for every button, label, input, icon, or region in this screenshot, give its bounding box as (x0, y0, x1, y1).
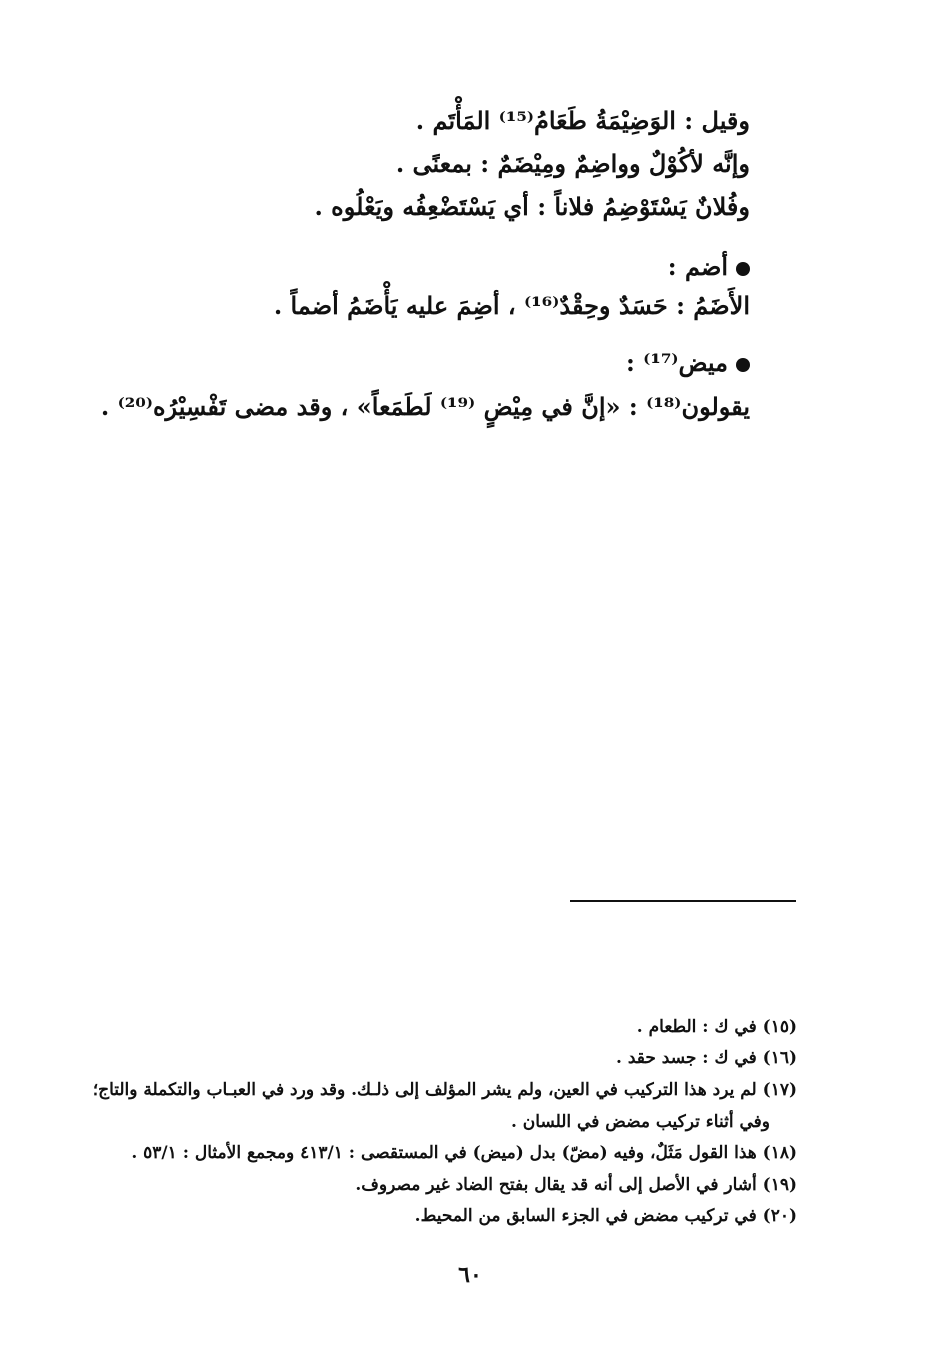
entry-line-adm: الأَضَمُ : حَسَدٌ وحِقْدٌ⁽¹⁶⁾ ، أضِمَ عليه يَأْضَمُ أضماً . (273, 291, 750, 320)
footnote-17-continued: وفي أثناء تركيب مضض في اللسان . (510, 1112, 770, 1132)
entry-heading-label: أضم : (667, 252, 728, 281)
footnote-16: (١٦) في ك : جسد حقد . (616, 1048, 797, 1068)
entry-heading-adm (668, 250, 750, 284)
bullet-icon (736, 358, 750, 372)
entry-line-mayd: يقولون⁽¹⁸⁾ : «إنَّ في مِيْضٍ ⁽¹⁹⁾ لَطَمَعاً» ، وقد مضى تَفْسِيْرُه⁽²⁰⁾ . (100, 392, 750, 421)
body-line-1: وقيل : الوَضِيْمَةُ طَعَامُ⁽¹⁵⁾ المَأْتَم . (415, 106, 750, 135)
entry-heading-label: ميض⁽¹⁷⁾ : (625, 348, 728, 377)
footnote-15: (١٥) في ك : الطعام . (636, 1017, 797, 1037)
bullet-icon (736, 262, 750, 276)
entry-heading-mayd (626, 346, 750, 380)
footnote-17: (١٧) لم يرد هذا التركيب في العين، ولم يشر المؤلف إلى ذلـك. وقد ورد في العبـاب والتكملة والتاج؛ (92, 1080, 797, 1100)
footnote-19: (١٩) أشار في الأصل إلى أنه قد يقال بفتح الضاد غير مصروف. (355, 1175, 797, 1195)
body-line-3: وفُلانٌ يَسْتَوْضِمُ فلاناً : أي يَسْتَضْعِفُه ويَعْلُوه . (314, 192, 750, 221)
page-number: ٦٠ (458, 1262, 482, 1288)
footnote-20: (٢٠) في تركيب مضض في الجزء السابق من المحيط. (414, 1206, 797, 1226)
body-line-2: وإنَّه لأكُوْلٌ وواضِمٌ ومِيْضَمٌ : بمعنًى . (395, 149, 750, 178)
footnote-18: (١٨) هذا القول مَثَلٌ، وفيه (مضّ) بدل (ميض) في المستقصى : ٤١٣/١ ومجمع الأمثال : ٥٣/١ . (131, 1143, 797, 1163)
footnote-divider (570, 900, 796, 902)
